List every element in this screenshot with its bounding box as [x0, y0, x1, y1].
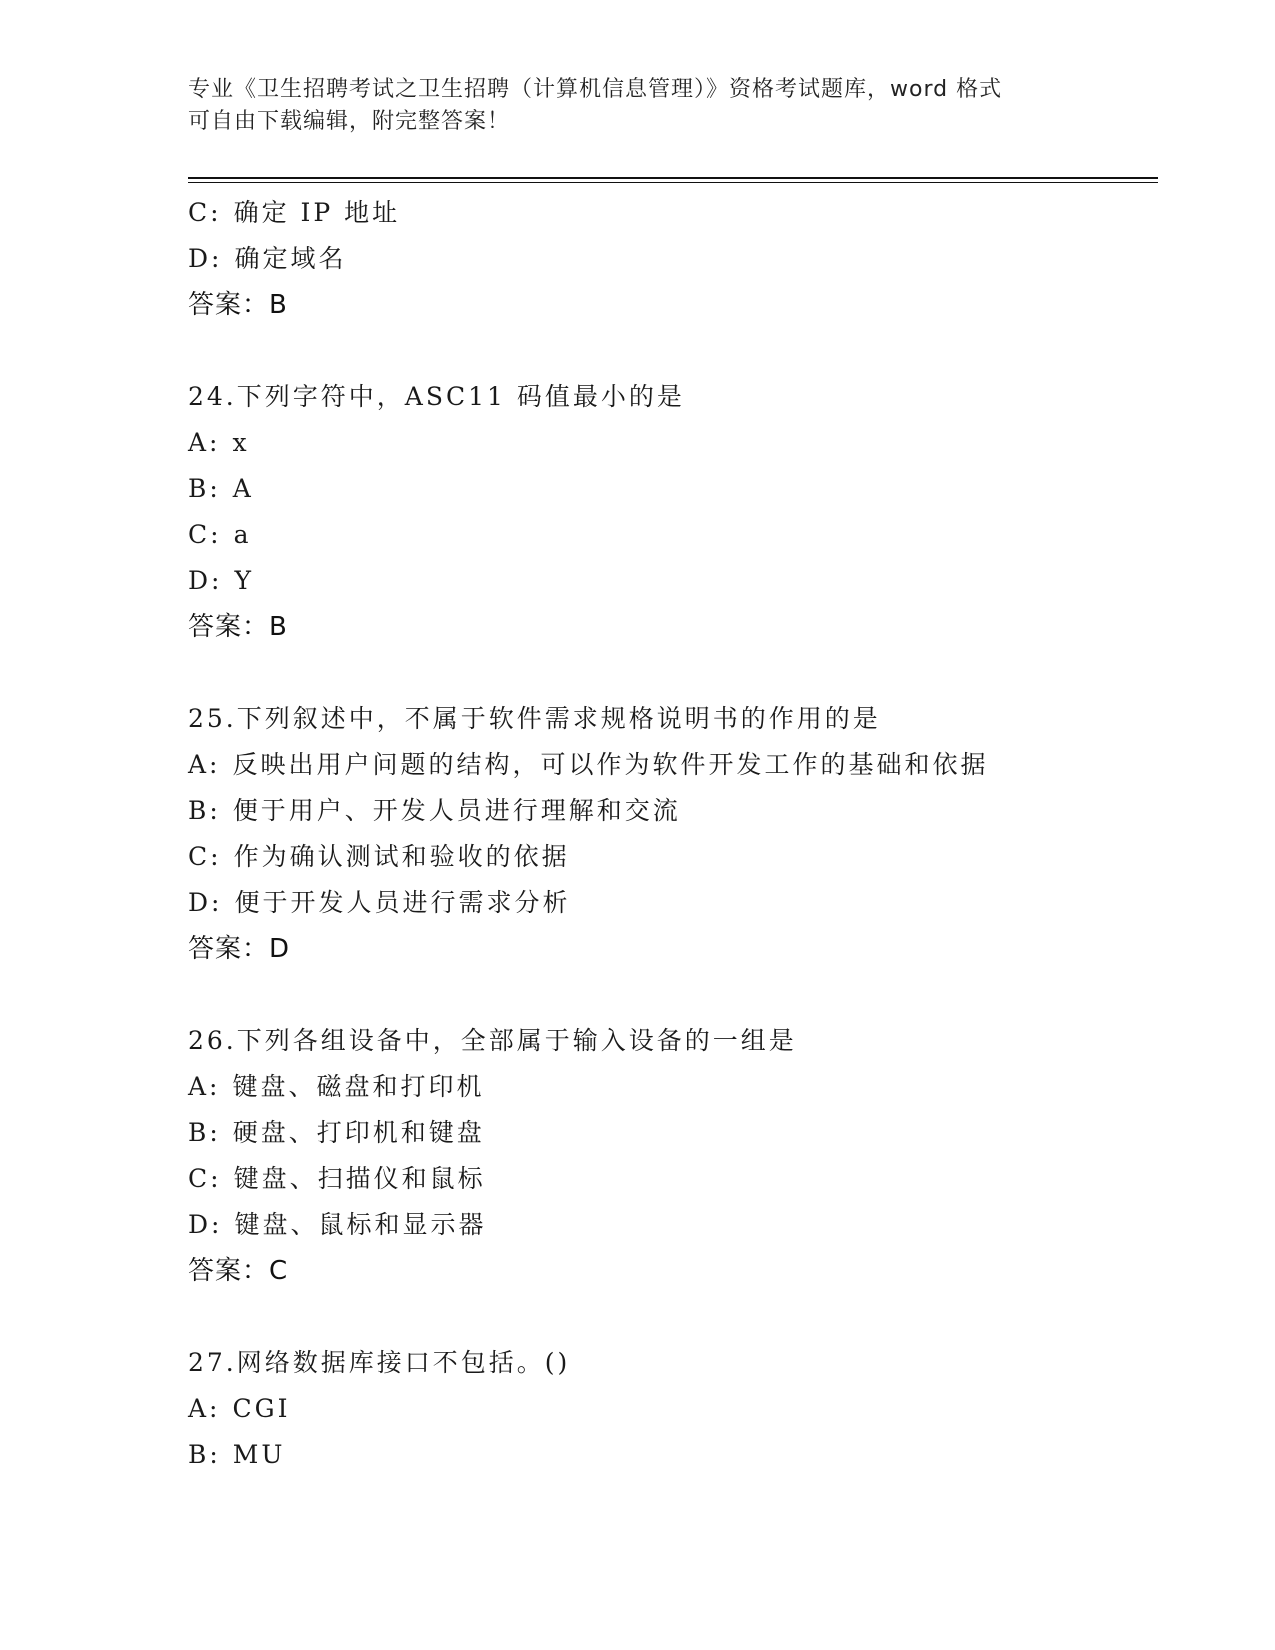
option-a: [188, 742, 1158, 788]
header-divider-thick: [188, 177, 1158, 179]
option-a: [188, 1386, 1158, 1432]
option-b: [188, 1110, 1158, 1156]
answer-line: 答案：D: [188, 934, 291, 964]
option-letter: D:: [188, 888, 223, 917]
header-line-2: 可自由下载编辑，附完整答案！: [188, 109, 511, 134]
option-text: 键盘、磁盘和打印机: [232, 1072, 485, 1101]
option-text: A: [232, 474, 254, 503]
option-letter: D:: [188, 1210, 223, 1239]
option-letter: B:: [188, 1118, 221, 1147]
option-letter: A:: [188, 750, 221, 779]
option-b: [188, 788, 1158, 834]
option-text: 作为确认测试和验收的依据: [233, 842, 570, 871]
question-27: [188, 1340, 1158, 1478]
option-letter: A:: [188, 1394, 221, 1423]
option-c: [188, 512, 1158, 558]
option-letter: C:: [188, 520, 222, 549]
question-stem: 24.下列字符中，ASC11 码值最小的是: [188, 382, 685, 411]
spacer: [188, 1294, 1158, 1340]
question-26: [188, 1018, 1158, 1294]
option-b: [188, 1432, 1158, 1478]
option-text: 便于开发人员进行需求分析: [234, 888, 571, 917]
option-text: a: [233, 520, 252, 549]
option-text: 便于用户、开发人员进行理解和交流: [232, 796, 681, 825]
question-stem: 25.下列叙述中，不属于软件需求规格说明书的作用的是: [188, 704, 881, 733]
option-c: [188, 190, 1158, 236]
option-text: CGI: [232, 1394, 291, 1423]
document-header: [188, 74, 1088, 138]
answer-line: 答案：B: [188, 612, 288, 642]
answer-line: 答案：C: [188, 1256, 289, 1286]
question-carryover: [188, 190, 1158, 328]
spacer: [188, 328, 1158, 374]
option-text: 确定 IP 地址: [233, 198, 401, 227]
option-text: 键盘、鼠标和显示器: [234, 1210, 487, 1239]
option-a: [188, 1064, 1158, 1110]
option-d: [188, 1202, 1158, 1248]
question-stem: 27.网络数据库接口不包括。(): [188, 1348, 571, 1377]
spacer: [188, 972, 1158, 1018]
question-25: [188, 696, 1158, 972]
option-letter: D:: [188, 244, 223, 273]
option-letter: D:: [188, 566, 223, 595]
option-letter: A:: [188, 428, 221, 457]
question-list: [188, 190, 1158, 1478]
option-c: [188, 834, 1158, 880]
option-text: 硬盘、打印机和键盘: [232, 1118, 485, 1147]
option-text: 反映出用户问题的结构，可以作为软件开发工作的基础和依据: [232, 750, 989, 779]
answer-line: 答案：B: [188, 290, 288, 320]
option-letter: B:: [188, 796, 221, 825]
option-d: [188, 880, 1158, 926]
option-letter: C:: [188, 1164, 222, 1193]
header-line-1: 专业《卫生招聘考试之卫生招聘（计算机信息管理）》资格考试题库，word 格式: [188, 77, 1003, 102]
option-text: x: [232, 428, 250, 457]
option-c: [188, 1156, 1158, 1202]
option-text: Y: [234, 566, 254, 595]
option-d: [188, 558, 1158, 604]
header-divider-thin: [188, 182, 1158, 183]
option-b: [188, 466, 1158, 512]
option-letter: A:: [188, 1072, 221, 1101]
spacer: [188, 650, 1158, 696]
option-letter: C:: [188, 842, 222, 871]
question-stem: 26.下列各组设备中，全部属于输入设备的一组是: [188, 1026, 797, 1055]
question-24: [188, 374, 1158, 650]
option-letter: B:: [188, 474, 221, 503]
option-text: 键盘、扫描仪和鼠标: [233, 1164, 486, 1193]
option-text: MU: [232, 1440, 286, 1469]
option-letter: B:: [188, 1440, 221, 1469]
option-letter: C:: [188, 198, 222, 227]
option-text: 确定域名: [234, 244, 347, 273]
option-d: [188, 236, 1158, 282]
option-a: [188, 420, 1158, 466]
